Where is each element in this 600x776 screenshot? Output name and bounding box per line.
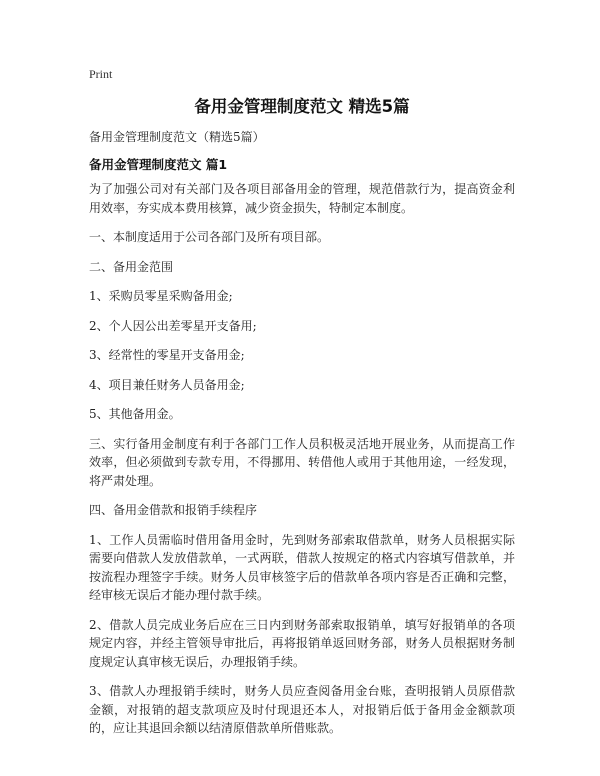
print-label[interactable]: Print bbox=[89, 67, 113, 81]
paragraph-rule-three: 三、实行备用金制度有利于各部门工作人员积极灵活地开展业务，从而提高工作效率，但必须做到专款专用，不得挪用、转借他人或用于其他用途，一经发现，将严肃处理。 bbox=[89, 436, 515, 488]
paragraph-range-heading: 二、备用金范围 bbox=[89, 259, 174, 274]
section-heading: 备用金管理制度范文 篇1 bbox=[89, 157, 228, 172]
paragraph-scope: 一、本制度适用于公司各部门及所有项目部。 bbox=[89, 230, 330, 244]
list-item: 2、个人因公出差零星开支备用; bbox=[89, 318, 257, 333]
list-item: 4、项目兼任财务人员备用金; bbox=[89, 377, 245, 392]
paragraph-procedure-heading: 四、备用金借款和报销手续程序 bbox=[89, 503, 258, 517]
procedure-step: 3、借款人办理报销手续时，财务人员应查阅备用金台账，查明报销人员原借款金额，对报销的超支款项应及时付现退还本人，对报销后低于备用金金额款项的，应让其退回余额以结清原借款单所借账款。 bbox=[89, 684, 515, 735]
list-item: 3、经常性的零星开支备用金; bbox=[89, 348, 245, 362]
list-item: 5、其他备用金。 bbox=[89, 407, 181, 421]
procedure-step: 2、借款人员完成业务后应在三日内到财务部索取报销单，填写好报销单的各项规定内容，并经主管领导审批后，再将报销单返回财务部，财务人员根据财务制度规定认真审核无误后，办理报销手续。 bbox=[89, 617, 515, 669]
paragraph-intro: 为了加强公司对有关部门及各项目部备用金的管理，规范借款行为，提高资金利用效率，夯实成本费用核算，减少资金损失，特制定本制度。 bbox=[89, 182, 515, 215]
document-title: 备用金管理制度范文 精选5篇 bbox=[194, 97, 410, 116]
list-item: 1、采购员零星采购备用金; bbox=[89, 289, 233, 303]
document-subtitle: 备用金管理制度范文（精选5篇） bbox=[89, 130, 265, 144]
procedure-step: 1、工作人员需临时借用备用金时，先到财务部索取借款单，财务人员根据实际需要向借款人发放借款单，一式两联，借款人按规定的格式内容填写借款单，并按流程办理签字手续。财务人员审核签字后的借款单各项内容是否正确和完整，经审核无误后才能办理付款手续。 bbox=[89, 532, 515, 602]
document-page bbox=[89, 66, 515, 749]
